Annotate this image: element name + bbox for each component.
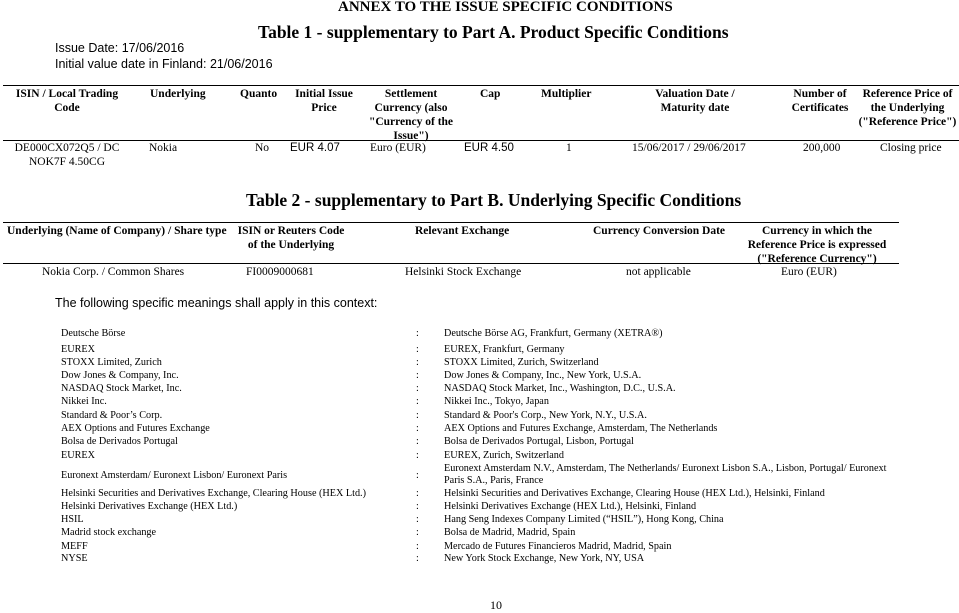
t1-header-multiplier: Multiplier	[541, 88, 592, 100]
definition-value: AEX Options and Futures Exchange, Amsterdam, The Netherlands	[444, 423, 718, 434]
t2-header-currency: Currency in which the Reference Price is expressed ("Reference Currency")	[747, 225, 887, 265]
definition-value: EUREX, Zurich, Switzerland	[444, 450, 564, 461]
definition-value: NASDAQ Stock Market, Inc., Washington, D.C., U.S.A.	[444, 383, 676, 394]
definition-separator: :	[416, 470, 419, 481]
definition-separator: :	[416, 450, 419, 461]
definition-separator: :	[416, 410, 419, 421]
issue-date: Issue Date: 17/06/2016	[55, 41, 185, 55]
t2-cell-currency: Euro (EUR)	[781, 266, 837, 278]
meanings-intro: The following specific meanings shall apply in this context:	[55, 296, 378, 310]
annex-title: ANNEX TO THE ISSUE SPECIFIC CONDITIONS	[338, 0, 673, 15]
page-number: 10	[490, 598, 502, 612]
definition-value: Bolsa de Derivados Portugal, Lisbon, Portugal	[444, 436, 634, 447]
definition-value: Mercado de Futures Financieros Madrid, Madrid, Spain	[444, 541, 672, 552]
definition-separator: :	[416, 423, 419, 434]
t2-header-exchange: Relevant Exchange	[415, 225, 510, 237]
t1-header-number: Number of Certificates	[791, 88, 849, 114]
definition-separator: :	[416, 328, 419, 339]
t1-cell-cap: EUR 4.50	[464, 142, 514, 154]
definition-term: Madrid stock exchange	[61, 527, 157, 538]
t1-cell-settlement: Euro (EUR)	[370, 142, 426, 154]
t1-header-cap: Cap	[480, 88, 501, 100]
definition-term: AEX Options and Futures Exchange	[61, 423, 210, 434]
definition-term: Helsinki Derivatives Exchange (HEX Ltd.)	[61, 501, 238, 512]
definition-separator: :	[416, 370, 419, 381]
definition-term: Deutsche Börse	[61, 328, 126, 339]
t1-cell-number: 200,000	[803, 142, 841, 154]
definition-term: EUREX	[61, 344, 95, 355]
t1-cell-multiplier: 1	[566, 142, 572, 154]
definition-value: STOXX Limited, Zurich, Switzerland	[444, 357, 599, 368]
t1-cell-quanto: No	[255, 142, 270, 154]
definition-value: Helsinki Derivatives Exchange (HEX Ltd.), Helsinki, Finland	[444, 501, 697, 512]
definition-separator: :	[416, 396, 419, 407]
table1-top-rule	[3, 85, 959, 86]
definition-separator: :	[416, 436, 419, 447]
definition-term: Helsinki Securities and Derivatives Exchange, Clearing House (HEX Ltd.)	[61, 488, 366, 499]
t1-header-quanto: Quanto	[240, 88, 278, 100]
t1-cell-initial-price: EUR 4.07	[290, 142, 340, 154]
definition-term: Dow Jones & Company, Inc.	[61, 370, 179, 381]
definition-separator: :	[416, 357, 419, 368]
initial-value-date: Initial value date in Finland: 21/06/2016	[55, 57, 273, 71]
definition-term: STOXX Limited, Zurich	[61, 357, 162, 368]
t1-cell-reference: Closing price	[880, 142, 942, 154]
definition-separator: :	[416, 541, 419, 552]
definition-term: HSIL	[61, 514, 84, 525]
definition-value: Dow Jones & Company, Inc., New York, U.S.A.	[444, 370, 642, 381]
definition-term: Bolsa de Derivados Portugal	[61, 436, 178, 447]
definition-value: Standard & Poor's Corp., New York, N.Y., U.S.A.	[444, 410, 647, 421]
t2-header-conversion: Currency Conversion Date	[593, 225, 726, 237]
t1-header-underlying: Underlying	[150, 88, 206, 100]
definition-term: EUREX	[61, 450, 95, 461]
t1-header-valuation: Valuation Date / Maturity date	[655, 88, 735, 114]
definition-separator: :	[416, 344, 419, 355]
t1-cell-isin: DE000CX072Q5 / DC NOK7F 4.50CG	[14, 142, 120, 168]
t1-header-reference: Reference Price of the Underlying ("Reference Price")	[858, 88, 957, 128]
table2-title: Table 2 - supplementary to Part B. Underlying Specific Conditions	[246, 190, 742, 210]
definition-separator: :	[416, 553, 419, 564]
t1-header-initial-price: Initial Issue Price	[295, 88, 353, 114]
definition-value: Nikkei Inc., Tokyo, Japan	[444, 396, 549, 407]
definition-term: Euronext Amsterdam/ Euronext Lisbon/ Euronext Paris	[61, 470, 288, 481]
t2-cell-isin: FI0009000681	[246, 266, 314, 278]
t2-cell-conversion: not applicable	[626, 266, 691, 278]
t2-cell-exchange: Helsinki Stock Exchange	[405, 266, 522, 278]
table2-top-rule	[3, 222, 899, 223]
t1-header-settlement: Settlement Currency (also "Currency of the Issue")	[368, 88, 454, 142]
table1-title: Table 1 - supplementary to Part A. Product Specific Conditions	[258, 22, 729, 42]
t1-cell-valuation: 15/06/2017 / 29/06/2017	[632, 142, 746, 154]
definition-separator: :	[416, 501, 419, 512]
t2-cell-underlying: Nokia Corp. / Common Shares	[42, 266, 185, 278]
definition-separator: :	[416, 514, 419, 525]
t2-header-isin: ISIN or Reuters Code of the Underlying	[237, 225, 345, 251]
t1-cell-underlying: Nokia	[149, 142, 178, 154]
definition-term: MEFF	[61, 541, 88, 552]
definition-value-continued: Paris S.A., Paris, France	[444, 475, 544, 486]
definition-value: Bolsa de Madrid, Madrid, Spain	[444, 527, 576, 538]
definition-separator: :	[416, 383, 419, 394]
definition-value: Euronext Amsterdam N.V., Amsterdam, The Netherlands/ Euronext Lisbon S.A., Lisbon, Portugal/ Euronext	[444, 463, 887, 474]
t2-header-underlying: Underlying (Name of Company) / Share type	[7, 225, 227, 237]
definition-term: NASDAQ Stock Market, Inc.	[61, 383, 182, 394]
definition-term: Nikkei Inc.	[61, 396, 107, 407]
definition-separator: :	[416, 527, 419, 538]
definition-value: Helsinki Securities and Derivatives Exchange, Clearing House (HEX Ltd.), Helsinki, Finland	[444, 488, 825, 499]
definition-value: EUREX, Frankfurt, Germany	[444, 344, 565, 355]
definition-value: New York Stock Exchange, New York, NY, USA	[444, 553, 645, 564]
definition-value: Deutsche Börse AG, Frankfurt, Germany (XETRA®)	[444, 328, 663, 339]
definition-term: Standard & Poor’s Corp.	[61, 410, 163, 421]
t1-header-isin: ISIN / Local Trading Code	[15, 88, 119, 114]
definition-value: Hang Seng Indexes Company Limited (“HSIL”), Hong Kong, China	[444, 514, 724, 525]
definition-separator: :	[416, 488, 419, 499]
definition-term: NYSE	[61, 553, 88, 564]
